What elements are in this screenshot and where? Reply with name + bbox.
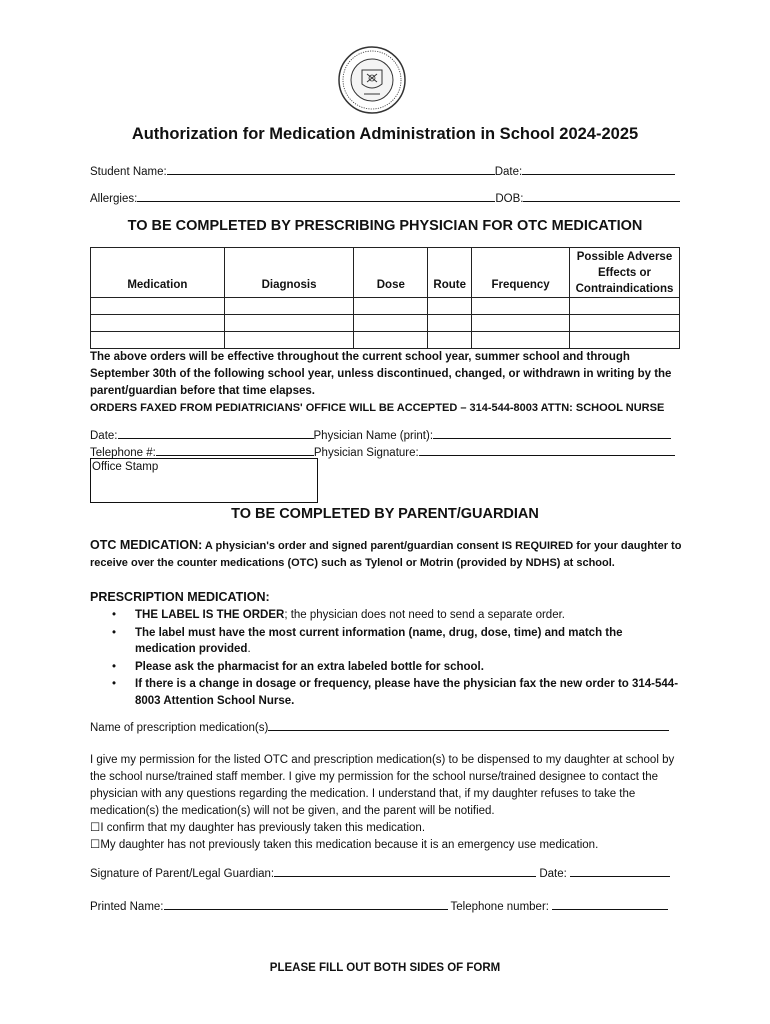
table-cell[interactable] [428,315,472,332]
checkbox-row-2 [90,837,598,851]
physician-date-label: Date: [90,430,118,442]
student-name-label: Student Name: [90,166,167,178]
bullet-text: ; the physician does not need to send a separate order. [284,609,565,621]
printed-name-field[interactable] [164,898,448,910]
table-cell[interactable] [570,315,680,332]
table-cell[interactable] [472,298,570,315]
physician-section-heading: TO BE COMPLETED BY PRESCRIBING PHYSICIAN FOR OTC MEDICATION [127,218,643,234]
printed-name-label: Printed Name: [90,901,164,913]
form-title: Authorization for Medication Administration in School 2024-2025 [131,125,639,143]
parent-telephone-label: Telephone number: [450,901,549,913]
physician-name-field[interactable] [433,427,671,439]
bullet-bold-text: The label must have the most current information (name, drug, dose, time) and match the medication provided [135,626,623,655]
table-cell[interactable] [354,298,428,315]
physician-signature-label: Physician Signature: [313,447,419,459]
physician-telephone-row [90,444,675,459]
allergies-label: Allergies: [90,193,138,205]
prescription-bullet-list [112,607,682,710]
parent-date-label: Date: [539,868,567,880]
bullet-bold-text: If there is a change in dosage or frequency, please have the physician fax the new order to 314-544-8003 Attention School Nurse. [135,678,679,707]
checkbox-2-label: My daughter has not previously taken this medication because it is an emergency use medication. [100,839,599,851]
student-name-row [90,163,675,178]
dob-label: DOB: [495,193,524,205]
prescription-name-field[interactable] [268,719,669,731]
physician-date-row [90,427,671,442]
physician-telephone-field[interactable] [156,444,314,456]
col-route: Route [428,248,472,298]
otc-text: A physician's order and signed parent/guardian consent IS REQUIRED for your daughter to receive over the counter medications (OTC) such as Tylenol or Motrin (provided by NDHS) at school. [90,540,682,569]
prescription-heading: PRESCRIPTION MEDICATION: [90,590,270,604]
printed-name-row [90,898,668,913]
footer-note: PLEASE FILL OUT BOTH SIDES OF FORM [269,962,501,974]
col-medication: Medication [91,248,225,298]
col-diagnosis: Diagnosis [224,248,354,298]
list-item [112,625,682,658]
list-item [112,607,682,624]
physician-name-label: Physician Name (print): [313,430,434,442]
table-cell[interactable] [91,298,225,315]
office-stamp-label: Office Stamp [92,461,159,473]
dob-field[interactable] [523,190,680,202]
otc-paragraph [90,537,682,572]
medication-table [90,247,680,349]
date-label: Date: [494,166,523,178]
col-adverse-effects: Possible Adverse Effects or Contraindications [570,248,680,298]
school-seal-logo [338,46,406,114]
bullet-bold-text: Please ask the pharmacist for an extra labeled bottle for school. [135,660,484,673]
table-cell[interactable] [224,298,354,315]
physician-telephone-label: Telephone #: [90,447,156,459]
col-frequency: Frequency [472,248,570,298]
bullet-text: . [247,643,251,655]
checkbox-row-1 [90,820,425,834]
otc-label: OTC MEDICATION: [90,538,203,552]
allergies-field[interactable] [137,190,495,202]
prescription-name-label: Name of prescription medication(s) [90,722,269,734]
table-row [91,298,680,315]
physician-signature-field[interactable] [419,444,675,456]
table-cell[interactable] [224,315,354,332]
parent-signature-row [90,865,670,880]
table-cell[interactable] [428,332,472,349]
fax-notice: ORDERS FAXED FROM PEDIATRICIANS' OFFICE WILL BE ACCEPTED – 314-544-8003 ATTN: SCHOOL NURSE [90,402,665,414]
date-field[interactable] [522,163,675,175]
parent-signature-label: Signature of Parent/Legal Guardian: [90,868,275,880]
table-cell[interactable] [472,332,570,349]
bullet-bold-text: THE LABEL IS THE ORDER [135,609,285,621]
table-cell[interactable] [570,332,680,349]
table-cell[interactable] [224,332,354,349]
permission-paragraph: I give my permission for the listed OTC and prescription medication(s) to be dispensed to my daughter at school by the school nurse/trained staff member. I give my permission for the school nurse/trained designee to contact the physician with any questions regarding the medication. I understand that, if my daughter refuses to take the medication(s) the medication(s) will not be given, and the parent will be notified. [90,754,675,817]
emergency-use-checkbox[interactable]: ☐ [90,839,101,851]
table-row [91,315,680,332]
table-row [91,332,680,349]
prescription-name-row [90,719,669,734]
parent-section-heading: TO BE COMPLETED BY PARENT/GUARDIAN [231,506,539,522]
confirm-previously-taken-checkbox[interactable]: ☐ [90,822,101,834]
table-cell[interactable] [91,332,225,349]
table-cell[interactable] [570,298,680,315]
parent-signature-field[interactable] [274,865,536,877]
col-dose: Dose [354,248,428,298]
table-cell[interactable] [354,315,428,332]
checkbox-1-label: I confirm that my daughter has previously taken this medication. [100,822,426,834]
table-cell[interactable] [472,315,570,332]
parent-telephone-field[interactable] [552,898,668,910]
office-stamp-box[interactable] [90,458,318,503]
table-cell[interactable] [354,332,428,349]
parent-date-field[interactable] [570,865,670,877]
orders-notice: The above orders will be effective throughout the current school year, summer school and through September 30th of the following school year, unless discontinued, changed, or withdrawn in writing by the parent/guardian before that time elapses. [90,351,672,397]
table-cell[interactable] [428,298,472,315]
table-cell[interactable] [91,315,225,332]
list-item [112,659,682,676]
physician-date-field[interactable] [118,427,314,439]
allergies-row [90,190,680,205]
list-item [112,676,682,709]
student-name-field[interactable] [167,163,495,175]
